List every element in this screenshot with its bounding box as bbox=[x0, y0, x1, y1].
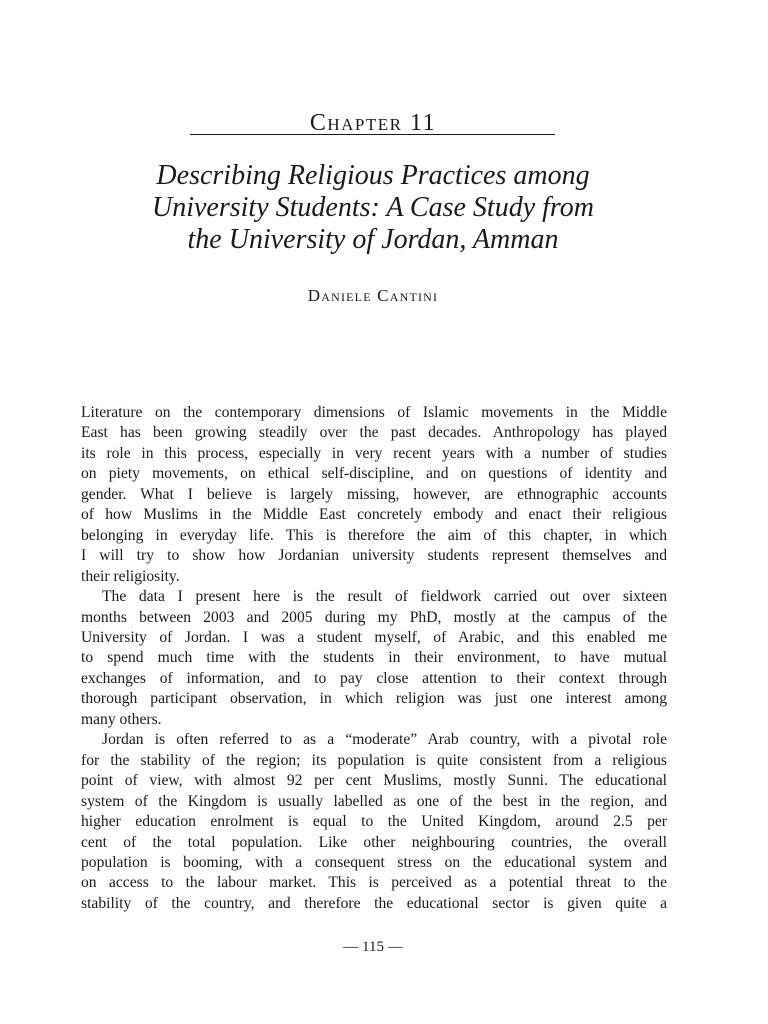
text-line: gender. What I believe is largely missing, however, are ethnographic accounts bbox=[81, 485, 667, 503]
chapter-title-line: University Students: A Case Study from bbox=[152, 192, 594, 223]
chapter-title bbox=[0, 160, 746, 256]
text-line: thorough participant observation, in which religion was just one interest among bbox=[81, 690, 667, 708]
chapter-author: Daniele Cantini bbox=[307, 286, 439, 305]
text-line: system of the Kingdom is usually labelled as one of the best in the region, and bbox=[81, 792, 667, 810]
text-line: I will try to show how Jordanian university students represent themselves and bbox=[81, 547, 667, 565]
text-line: months between 2003 and 2005 during my PhD, mostly at the campus of the bbox=[81, 608, 667, 626]
text-line: higher education enrolment is equal to the United Kingdom, around 2.5 per bbox=[81, 813, 667, 831]
body-text bbox=[81, 403, 667, 914]
text-line: The data I present here is the result of fieldwork carried out over sixteen bbox=[102, 588, 667, 606]
text-line: its role in this process, especially in very recent years with a number of studies bbox=[81, 444, 667, 462]
text-line: their religiosity. bbox=[81, 567, 180, 585]
chapter-title-line: Describing Religious Practices among bbox=[156, 160, 590, 191]
text-line: point of view, with almost 92 per cent Muslims, mostly Sunni. The educational bbox=[81, 772, 667, 790]
text-line: belonging in everyday life. This is therefore the aim of this chapter, in which bbox=[81, 526, 667, 544]
text-line: population is booming, with a consequent stress on the educational system and bbox=[81, 853, 667, 871]
chapter-rule bbox=[190, 134, 555, 135]
text-line: stability of the country, and therefore the educational sector is given quite a bbox=[81, 894, 667, 912]
text-line: on access to the labour market. This is perceived as a potential threat to the bbox=[81, 874, 667, 892]
text-line: East has been growing steadily over the past decades. Anthropology has played bbox=[81, 424, 667, 442]
text-line: of how Muslims in the Middle East concretely embody and enact their religious bbox=[81, 506, 667, 524]
text-line: on piety movements, on ethical self-discipline, and on questions of identity and bbox=[81, 465, 667, 483]
text-line: exchanges of information, and to pay close attention to their context through bbox=[81, 669, 667, 687]
text-line: Literature on the contemporary dimensions of Islamic movements in the Middle bbox=[81, 404, 667, 421]
chapter-title-line: the University of Jordan, Amman bbox=[187, 224, 559, 255]
text-line: to spend much time with the students in their environment, to have mutual bbox=[81, 649, 667, 667]
text-line: University of Jordan. I was a student myself, of Arabic, and this enabled me bbox=[81, 628, 667, 646]
text-line: cent of the total population. Like other neighbouring countries, the overall bbox=[81, 833, 667, 851]
page-number: — 115 — bbox=[343, 939, 403, 955]
text-line: Jordan is often referred to as a “moderate” Arab country, with a pivotal role bbox=[102, 731, 667, 749]
text-line: many others. bbox=[81, 710, 162, 728]
text-line: for the stability of the region; its population is quite consistent from a religious bbox=[81, 751, 667, 769]
chapter-label: Chapter 11 bbox=[309, 110, 437, 136]
